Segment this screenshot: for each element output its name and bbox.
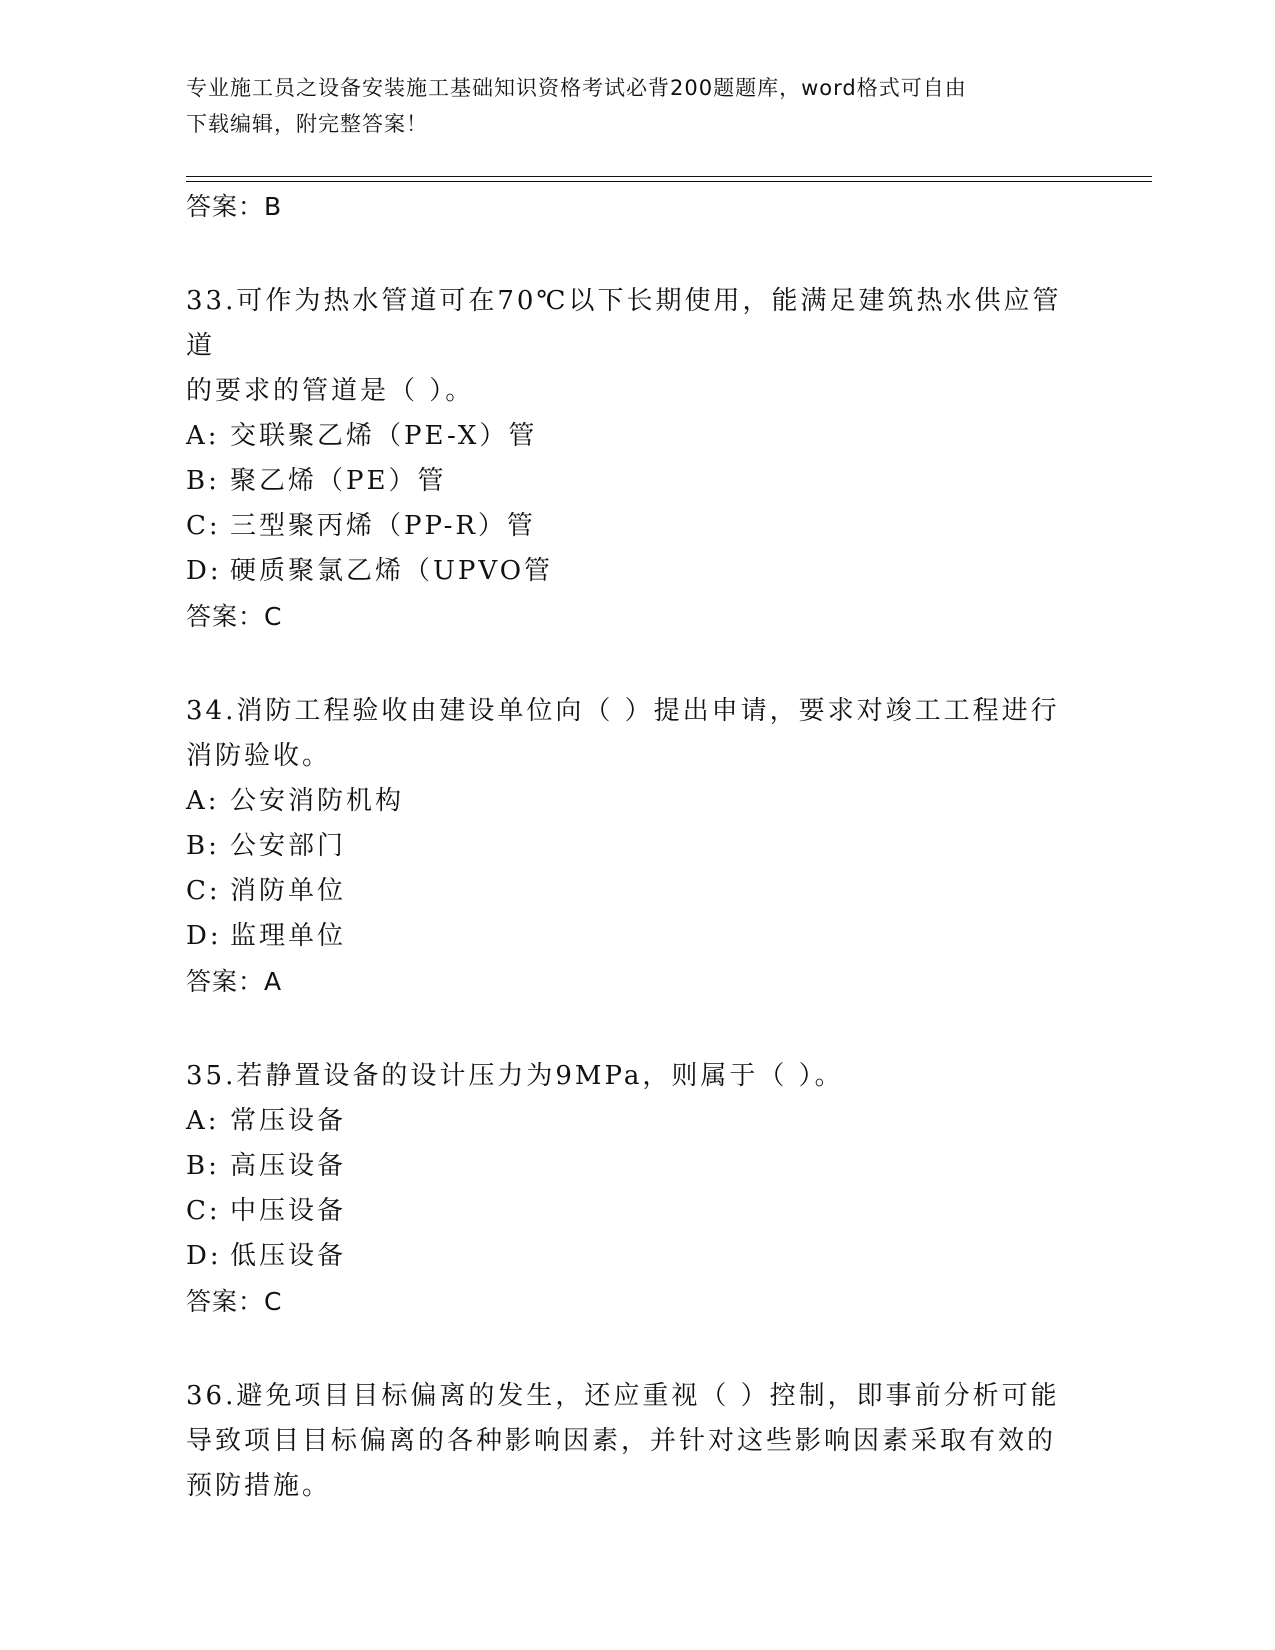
option-letter: D: xyxy=(186,921,222,951)
question-text-line: 36.避免项目目标偏离的发生，还应重视（ ）控制，即事前分析可能 xyxy=(186,1381,1060,1411)
option-a xyxy=(186,414,1086,459)
previous-answer: 答案：B xyxy=(186,192,283,221)
option-text: 三型聚丙烯（PP-R）管 xyxy=(230,511,536,541)
option-letter: D: xyxy=(186,1241,222,1271)
option-c xyxy=(186,869,1086,914)
answer: 答案：C xyxy=(186,1287,283,1316)
option-a xyxy=(186,779,1086,824)
option-text: 中压设备 xyxy=(230,1196,347,1226)
option-text: 常压设备 xyxy=(230,1106,347,1136)
option-text: 硬质聚氯乙烯（UPVO管 xyxy=(230,556,554,586)
option-d xyxy=(186,549,1086,594)
option-letter: B: xyxy=(186,466,220,496)
option-c xyxy=(186,504,1086,549)
option-d xyxy=(186,1234,1086,1279)
question-text-line: 34.消防工程验收由建设单位向（ ）提出申请，要求对竣工工程进行 xyxy=(186,696,1060,726)
option-text: 监理单位 xyxy=(230,921,347,951)
question-36 xyxy=(186,1374,1086,1509)
question-34 xyxy=(186,689,1086,999)
answer: 答案：C xyxy=(186,602,283,631)
option-letter: C: xyxy=(186,511,221,541)
question-text xyxy=(186,689,1086,779)
question-text-line: 35.若静置设备的设计压力为9MPa，则属于（ ）。 xyxy=(186,1061,844,1091)
option-letter: C: xyxy=(186,876,221,906)
option-letter: A: xyxy=(186,786,220,816)
option-letter: D: xyxy=(186,556,222,586)
question-list xyxy=(186,190,1086,1509)
option-text: 交联聚乙烯（PE-X）管 xyxy=(230,421,538,451)
option-text: 消防单位 xyxy=(230,876,347,906)
document-header xyxy=(186,70,1066,142)
option-b xyxy=(186,824,1086,869)
option-b xyxy=(186,459,1086,504)
header-line-2: 下载编辑，附完整答案！ xyxy=(186,112,428,136)
question-text xyxy=(186,1054,1086,1099)
question-text-line: 消防验收。 xyxy=(186,741,332,771)
question-text xyxy=(186,279,1086,414)
question-text xyxy=(186,1374,1086,1509)
option-letter: B: xyxy=(186,1151,220,1181)
answer: 答案：A xyxy=(186,967,283,996)
question-text-line: 预防措施。 xyxy=(186,1471,332,1501)
option-letter: B: xyxy=(186,831,220,861)
option-text: 聚乙烯（PE）管 xyxy=(230,466,447,496)
option-letter: A: xyxy=(186,1106,220,1136)
option-text: 公安部门 xyxy=(230,831,347,861)
option-text: 低压设备 xyxy=(230,1241,347,1271)
question-35 xyxy=(186,1054,1086,1319)
question-text-line: 33.可作为热水管道可在70℃以下长期使用，能满足建筑热水供应管道 xyxy=(186,286,1062,361)
question-text-line: 导致项目目标偏离的各种影响因素，并针对这些影响因素采取有效的 xyxy=(186,1426,1057,1456)
header-divider-top xyxy=(186,176,1152,177)
option-letter: A: xyxy=(186,421,220,451)
header-divider-bottom xyxy=(186,181,1152,182)
question-33 xyxy=(186,279,1086,634)
option-b xyxy=(186,1144,1086,1189)
option-c xyxy=(186,1189,1086,1234)
question-text-line: 的要求的管道是（ ）。 xyxy=(186,376,475,406)
option-a xyxy=(186,1099,1086,1144)
option-letter: C: xyxy=(186,1196,221,1226)
option-text: 公安消防机构 xyxy=(230,786,405,816)
option-text: 高压设备 xyxy=(230,1151,347,1181)
option-d xyxy=(186,914,1086,959)
header-line-1: 专业施工员之设备安装施工基础知识资格考试必背200题题库，word格式可自由 xyxy=(186,76,967,100)
